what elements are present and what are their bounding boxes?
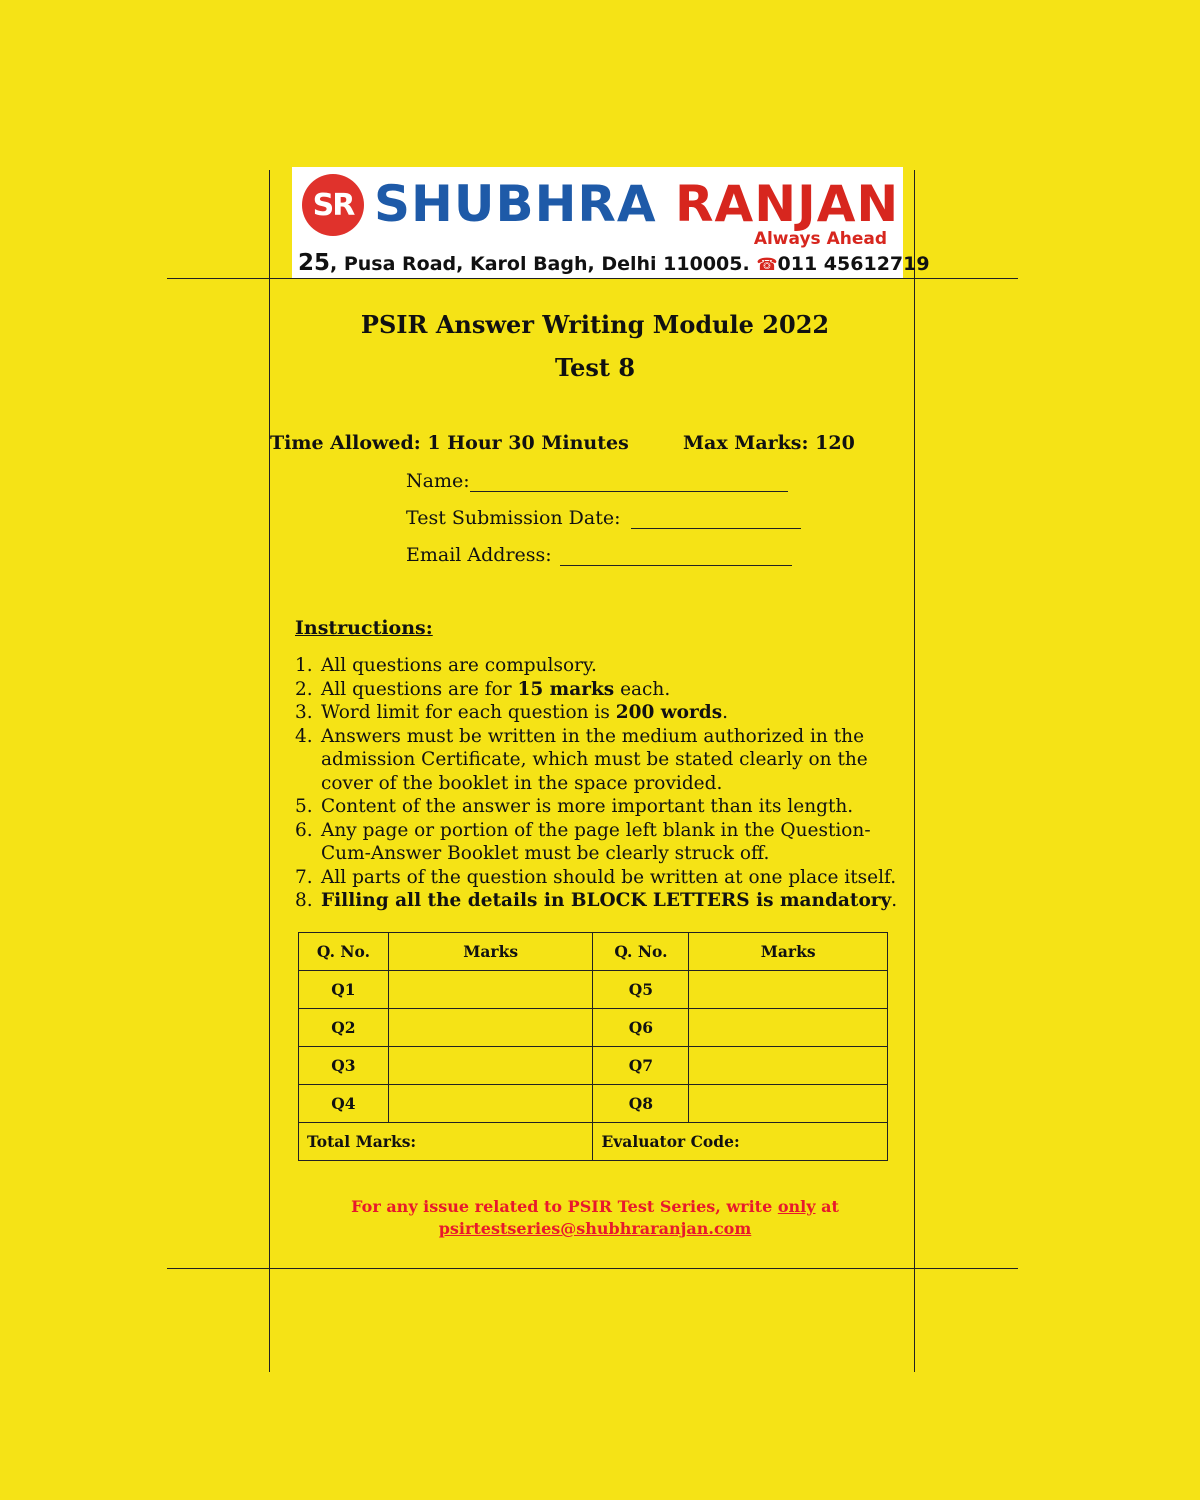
question-number: Q4 [299,1085,389,1123]
question-number: Q1 [299,971,389,1009]
question-number: Q6 [593,1009,689,1047]
crop-line-top [167,278,1018,279]
marks-cell[interactable] [388,1047,593,1085]
instruction-item: 2. All questions are for 15 marks each. [295,678,671,700]
time-allowed: Time Allowed: 1 Hour 30 Minutes [270,432,629,454]
question-number: Q7 [593,1047,689,1085]
table-row [299,1047,888,1085]
marks-cell[interactable] [689,1085,888,1123]
header-marks: Marks [388,933,593,971]
header-qno: Q. No. [593,933,689,971]
brand-name [374,173,899,235]
table-row [299,1009,888,1047]
instruction-item: 3. Word limit for each question is 200 words. [295,702,729,723]
footer-emphasis: only [777,1197,816,1216]
marks-cell[interactable] [689,1009,888,1047]
support-footer [290,1196,900,1240]
name-field[interactable] [406,470,788,492]
crop-line-left [269,170,270,1372]
table-header-row [299,933,888,971]
table-row [299,1085,888,1123]
question-number: Q5 [593,971,689,1009]
address [298,250,930,276]
table-total-row [299,1123,888,1161]
marks-cell[interactable] [689,1047,888,1085]
instruction-item: 5. Content of the answer is more important than its length. [295,796,854,817]
marks-cell[interactable] [388,971,593,1009]
table-row [299,971,888,1009]
footer-text: For any issue related to PSIR Test Series, write [351,1197,778,1216]
tagline: Always Ahead [753,229,887,249]
question-number: Q3 [299,1047,389,1085]
total-marks-cell[interactable]: Total Marks: [299,1123,593,1161]
instruction-item: 7. All parts of the question should be written at one place itself. [295,866,897,888]
max-marks: Max Marks: 120 [683,432,855,454]
phone-number: 011 45612719 [777,253,930,275]
logo-icon: SR [302,174,364,236]
marks-table [298,932,888,1161]
email-line[interactable] [560,545,792,566]
name-line[interactable] [470,471,788,492]
instruction-item: 6. Any page or portion of the page left blank in the Question-Cum-Answer Booklet must be clearly struck off. [295,819,871,864]
instruction-item: 1. All questions are compulsory. [295,655,597,676]
evaluator-code-cell[interactable]: Evaluator Code: [593,1123,888,1161]
page-title: PSIR Answer Writing Module 2022 [360,310,830,339]
header-qno: Q. No. [299,933,389,971]
question-number: Q2 [299,1009,389,1047]
instructions-heading: Instructions: [295,617,433,639]
brand-first: SHUBHRA [374,175,657,233]
phone-icon: ☎ [756,255,778,275]
marks-cell[interactable] [689,971,888,1009]
support-email-link[interactable]: psirtestseries@shubhraranjan.com [438,1219,752,1238]
question-number: Q8 [593,1085,689,1123]
date-line[interactable] [631,508,801,529]
header-marks: Marks [689,933,888,971]
marks-cell[interactable] [388,1009,593,1047]
instruction-item: 8. Filling all the details in BLOCK LETTERS is mandatory. [295,890,898,911]
header-banner [292,167,930,278]
page-subtitle: Test 8 [554,353,636,382]
date-label: Test Submission Date: [406,507,621,529]
address-number: 25 [298,250,331,276]
brand-second: RANJAN [675,175,900,233]
address-text: , Pusa Road, Karol Bagh, Delhi 110005. [330,253,750,275]
marks-cell[interactable] [388,1085,593,1123]
date-field[interactable] [406,507,801,529]
instruction-item: 4. Answers must be written in the medium authorized in the admission Certificate, which must be stated clearly on the cover of the booklet in the space provided. [295,725,868,794]
name-label: Name: [406,470,470,492]
email-field[interactable] [406,544,792,566]
crop-line-bottom [167,1268,1018,1269]
email-label: Email Address: [406,544,552,566]
footer-text-end: at [815,1197,839,1216]
instructions-list [295,654,915,913]
